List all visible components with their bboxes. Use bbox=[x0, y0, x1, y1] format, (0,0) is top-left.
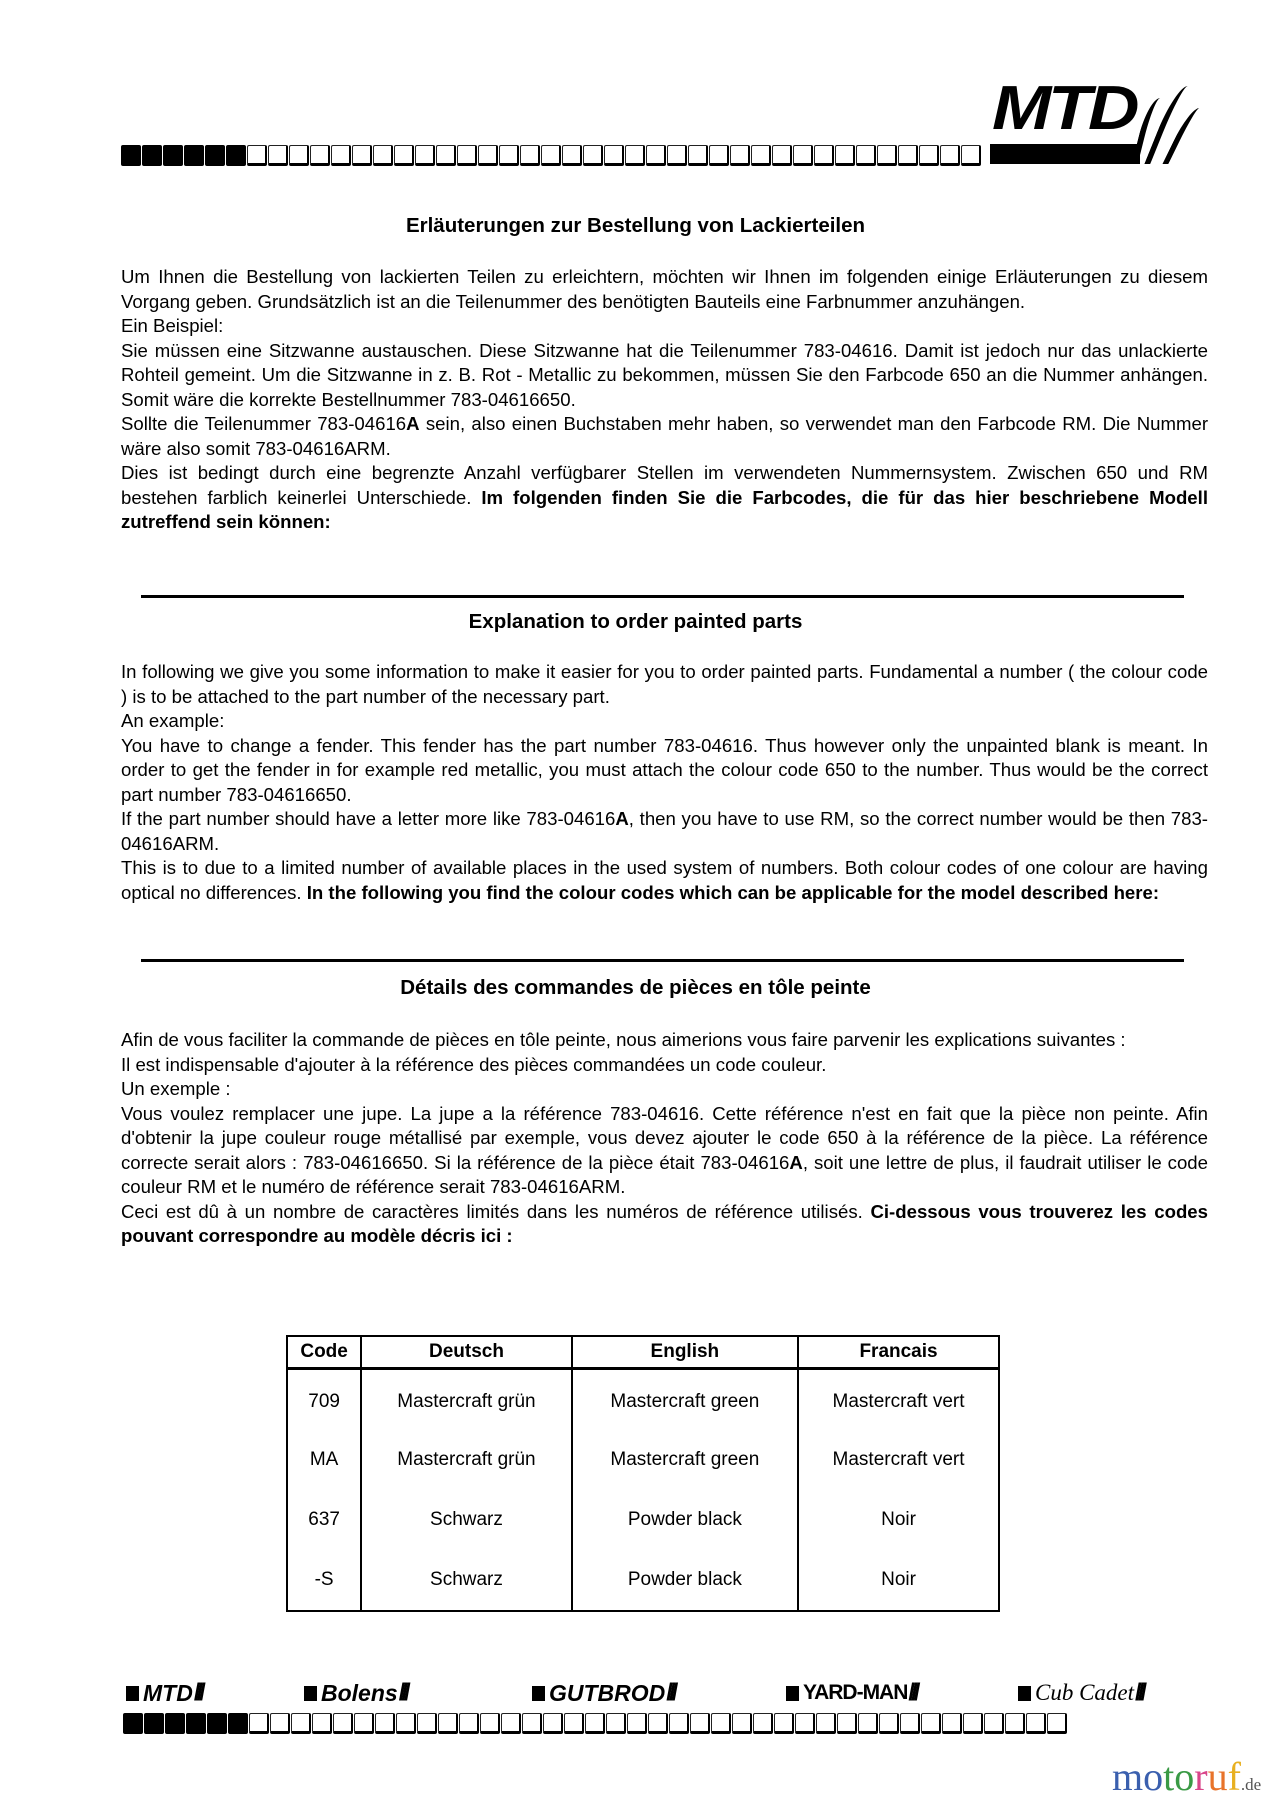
paragraph bbox=[121, 807, 1208, 856]
strip-block bbox=[772, 145, 792, 166]
strip-block bbox=[331, 145, 351, 166]
watermark-suffix: .de bbox=[1240, 1775, 1262, 1794]
cell-francais: Mastercraft vert bbox=[798, 1369, 999, 1431]
paragraph: Sie müssen eine Sitzwanne austauschen. Diese Sitzwanne hat die Teilenummer 783-04616. Damit ist jedoch nur das unlackierte Rohteil gemeint. Um die Sitzwanne in z. B. Rot - Metallic zu bekommen, müssen Sie den Farbcode 650 an die Nummer anhängen. Somit wäre die korrekte Bestellnummer 783-04616650. bbox=[121, 339, 1208, 410]
paragraph: In following we give you some information to make it easier for you to order painted parts. Fundamental a number ( the colour code ) is to be attached to the part number of the necessary part. bbox=[121, 661, 1208, 707]
table-row bbox=[287, 1430, 999, 1490]
grass-icon: /// bbox=[1135, 1679, 1144, 1706]
cell-code: -S bbox=[314, 1569, 334, 1590]
strip-block bbox=[228, 1713, 248, 1734]
paragraph-bold-text: Ci-dessous vous trouverez les codes pouvant correspondre au modèle décris ici : bbox=[121, 1200, 1208, 1246]
paragraph-text: sein, also einen Buchstaben mehr haben, so verwendet man den Farbcode RM. Die Nummer wäre also somit 783-04616ARM. bbox=[121, 413, 1209, 459]
grass-icon: /// bbox=[193, 1679, 202, 1706]
strip-block bbox=[144, 1713, 164, 1734]
watermark-letter: t bbox=[1163, 1754, 1175, 1799]
strip-block bbox=[501, 1713, 521, 1734]
strip-block bbox=[709, 145, 729, 166]
brand-logo-bolens bbox=[304, 1678, 407, 1708]
strip-block bbox=[1047, 1713, 1067, 1734]
strip-block bbox=[415, 145, 435, 166]
strip-block bbox=[585, 1713, 605, 1734]
strip-block bbox=[690, 1713, 710, 1734]
cell-english: Mastercraft green bbox=[572, 1430, 798, 1490]
bullet-square-icon bbox=[532, 1686, 545, 1701]
strip-block bbox=[354, 1713, 374, 1734]
table-row bbox=[287, 1369, 999, 1431]
strip-block bbox=[667, 145, 687, 166]
watermark-letter: m bbox=[1112, 1754, 1144, 1799]
section-divider bbox=[141, 595, 1184, 598]
paragraph: Um Ihnen die Bestellung von lackierten Teilen zu erleichtern, möchten wir Ihnen im folgenden einige Erläuterungen zu diesem Vorgang geben. Grundsätzlich ist an die Teilenummer des benötigten Bauteils eine Farbnummer anzuhängen. bbox=[121, 266, 1208, 312]
cell-deutsch: Schwarz bbox=[361, 1490, 571, 1550]
paragraph-bold-text: A bbox=[789, 1151, 803, 1173]
table-row bbox=[287, 1490, 999, 1550]
strip-block bbox=[625, 145, 645, 166]
watermark-letter: o bbox=[1174, 1754, 1195, 1799]
paragraph: Un exemple : bbox=[121, 1078, 231, 1099]
paragraph: You have to change a fender. This fender has the part number 783-04616. Thus however only the unpainted blank is meant. In order to get the fender in for example red metallic, you must attach the colour code 650 to the number. Thus would be the correct part number 783-04616650. bbox=[121, 734, 1208, 805]
section-divider bbox=[141, 959, 1184, 962]
cell-francais: Mastercraft vert bbox=[798, 1430, 999, 1490]
paragraph-bold-text: A bbox=[615, 808, 629, 829]
paragraph-text: If the part number should have a letter more like 783-04616 bbox=[121, 808, 616, 829]
strip-block bbox=[186, 1713, 206, 1734]
paragraph: An example: bbox=[121, 710, 225, 731]
paragraph bbox=[121, 856, 1208, 905]
strip-block bbox=[795, 1713, 815, 1734]
cell-deutsch: Mastercraft grün bbox=[361, 1369, 571, 1431]
strip-block bbox=[289, 145, 309, 166]
strip-block bbox=[856, 145, 876, 166]
strip-block bbox=[520, 145, 540, 166]
strip-block bbox=[310, 145, 330, 166]
strip-block bbox=[249, 1713, 269, 1734]
watermark-letter: u bbox=[1207, 1754, 1228, 1799]
strip-block bbox=[583, 145, 603, 166]
color-code-table bbox=[286, 1335, 1000, 1612]
strip-block bbox=[247, 145, 267, 166]
strip-block bbox=[121, 145, 141, 166]
strip-block bbox=[900, 1713, 920, 1734]
strip-block bbox=[142, 145, 162, 166]
strip-block bbox=[961, 145, 981, 166]
cell-deutsch: Mastercraft grün bbox=[361, 1430, 571, 1490]
strip-block bbox=[816, 1713, 836, 1734]
paragraph-text: This is to due to a limited number of available places in the used system of numbers. Both colour codes of one colour are having optical no differences. bbox=[121, 857, 1208, 903]
paragraph-text: , soit une lettre de plus, il faudrait utiliser le code couleur RM et le numéro de référence serait 783-04616ARM. bbox=[121, 1151, 1208, 1197]
brand-name: Bolens bbox=[321, 1679, 398, 1706]
strip-block bbox=[837, 1713, 857, 1734]
strip-block bbox=[648, 1713, 668, 1734]
strip-block bbox=[963, 1713, 983, 1734]
strip-block bbox=[835, 145, 855, 166]
bullet-square-icon bbox=[304, 1686, 317, 1701]
strip-block bbox=[478, 145, 498, 166]
paragraph-bold-text: A bbox=[406, 413, 420, 434]
strip-block bbox=[774, 1713, 794, 1734]
cell-code: MA bbox=[309, 1449, 339, 1470]
strip-block bbox=[940, 145, 960, 166]
motoruf-watermark bbox=[1112, 1754, 1262, 1805]
strip-block bbox=[396, 1713, 416, 1734]
brand-logo-cub-cadet bbox=[1018, 1678, 1143, 1708]
strip-block bbox=[499, 145, 519, 166]
mtd-logo-text: MTD bbox=[992, 74, 1137, 143]
cell-english: Powder black bbox=[572, 1550, 798, 1611]
section-body-fr bbox=[121, 1028, 1208, 1249]
strip-block bbox=[814, 145, 834, 166]
brand-logo-gutbrod bbox=[532, 1678, 674, 1708]
section-title-de: Erläuterungen zur Bestellung von Lackierteilen bbox=[405, 214, 866, 237]
paragraph-text: Dies ist bedingt durch eine begrenzte Anzahl verfügbarer Stellen im verwendeten Nummernsystem. Zwischen 650 und RM bestehen farblich keinerlei Unterschiede. bbox=[121, 462, 1208, 508]
footer-block-strip bbox=[123, 1713, 1067, 1734]
strip-block bbox=[163, 145, 183, 166]
brand-name: Cub Cadet bbox=[1035, 1680, 1135, 1705]
strip-block bbox=[732, 1713, 752, 1734]
paragraph: Il est indispensable d'ajouter à la référence des pièces commandées un code couleur. bbox=[121, 1053, 827, 1075]
section-body-de bbox=[121, 265, 1208, 535]
section-title-en: Explanation to order painted parts bbox=[468, 610, 803, 633]
header-block-strip bbox=[121, 145, 981, 166]
strip-block bbox=[270, 1713, 290, 1734]
strip-block bbox=[1005, 1713, 1025, 1734]
strip-block bbox=[669, 1713, 689, 1734]
strip-block bbox=[165, 1713, 185, 1734]
strip-block bbox=[184, 145, 204, 166]
strip-block bbox=[312, 1713, 332, 1734]
brand-name: GUTBROD bbox=[549, 1679, 666, 1706]
strip-block bbox=[375, 1713, 395, 1734]
bullet-square-icon bbox=[786, 1686, 799, 1701]
watermark-letter: o bbox=[1143, 1754, 1164, 1799]
column-header-francais: Francais bbox=[798, 1336, 999, 1369]
cell-francais: Noir bbox=[798, 1550, 999, 1611]
paragraph-text: Sollte die Teilenummer 783-04616 bbox=[121, 413, 407, 434]
paragraph bbox=[121, 1200, 1208, 1249]
strip-block bbox=[438, 1713, 458, 1734]
strip-block bbox=[921, 1713, 941, 1734]
strip-block bbox=[268, 145, 288, 166]
section-body-en bbox=[121, 660, 1208, 905]
strip-block bbox=[627, 1713, 647, 1734]
strip-block bbox=[207, 1713, 227, 1734]
strip-block bbox=[984, 1713, 1004, 1734]
strip-block bbox=[226, 145, 246, 166]
strip-block bbox=[436, 145, 456, 166]
strip-block bbox=[205, 145, 225, 166]
mtd-logo bbox=[990, 74, 1200, 170]
strip-block bbox=[543, 1713, 563, 1734]
grass-icon: /// bbox=[908, 1679, 917, 1706]
strip-block bbox=[541, 145, 561, 166]
strip-block bbox=[898, 145, 918, 166]
paragraph-bold-text: Im folgenden finden Sie die Farbcodes, die für das hier beschriebene Modell zutreffend sein können: bbox=[121, 486, 1208, 532]
column-header-english: English bbox=[572, 1336, 798, 1369]
strip-block bbox=[646, 145, 666, 166]
strip-block bbox=[606, 1713, 626, 1734]
strip-block bbox=[457, 145, 477, 166]
strip-block bbox=[688, 145, 708, 166]
grass-icon: /// bbox=[398, 1679, 407, 1706]
paragraph-text: Ceci est dû à un nombre de caractères limités dans les numéros de référence utilisés. bbox=[121, 1200, 871, 1222]
strip-block bbox=[564, 1713, 584, 1734]
section-title-fr: Détails des commandes de pièces en tôle peinte bbox=[400, 976, 871, 999]
brand-name: YARD-MAN bbox=[803, 1681, 908, 1704]
strip-block bbox=[751, 145, 771, 166]
paragraph: Ein Beispiel: bbox=[121, 315, 224, 336]
strip-block bbox=[459, 1713, 479, 1734]
strip-block bbox=[1026, 1713, 1046, 1734]
strip-block bbox=[352, 145, 372, 166]
cell-deutsch: Schwarz bbox=[361, 1550, 571, 1611]
bullet-square-icon bbox=[126, 1686, 139, 1701]
strip-block bbox=[753, 1713, 773, 1734]
paragraph: Afin de vous faciliter la commande de pièces en tôle peinte, nous aimerions vous faire parvenir les explications suivantes : bbox=[121, 1029, 1126, 1050]
paragraph bbox=[121, 461, 1208, 535]
strip-block bbox=[604, 145, 624, 166]
strip-block bbox=[793, 145, 813, 166]
paragraph-bold-text: In the following you find the colour codes which can be applicable for the model described here: bbox=[306, 881, 1160, 903]
table-row bbox=[287, 1550, 999, 1611]
watermark-letter: f bbox=[1227, 1754, 1241, 1799]
strip-block bbox=[480, 1713, 500, 1734]
brand-name: MTD bbox=[143, 1679, 193, 1706]
cell-code: 709 bbox=[308, 1391, 340, 1412]
strip-block bbox=[879, 1713, 899, 1734]
strip-block bbox=[417, 1713, 437, 1734]
strip-block bbox=[562, 145, 582, 166]
paragraph-text: , then you have to use RM, so the correct number would be then 783-04616ARM. bbox=[121, 808, 1208, 854]
strip-block bbox=[333, 1713, 353, 1734]
brand-logo-mtd bbox=[126, 1678, 202, 1708]
cell-francais: Noir bbox=[798, 1490, 999, 1550]
strip-block bbox=[711, 1713, 731, 1734]
strip-block bbox=[123, 1713, 143, 1734]
strip-block bbox=[522, 1713, 542, 1734]
watermark-letter: r bbox=[1194, 1754, 1208, 1799]
strip-block bbox=[730, 145, 750, 166]
table-header-row bbox=[287, 1336, 999, 1369]
brand-logo-yard-man bbox=[786, 1678, 916, 1708]
strip-block bbox=[373, 145, 393, 166]
strip-block bbox=[858, 1713, 878, 1734]
bullet-square-icon bbox=[1018, 1686, 1031, 1701]
strip-block bbox=[942, 1713, 962, 1734]
paragraph-text: Vous voulez remplacer une jupe. La jupe a la référence 783-04616. Cette référence n'est en fait que la pièce non peinte. Afin d'obtenir la jupe couleur rouge métallisé par exemple, vous devez ajouter le code 650 à la référence de la pièce. La référence correcte serait alors : 783-04616650. Si la référence de la pièce était 783-04616 bbox=[121, 1102, 1208, 1173]
paragraph bbox=[121, 412, 1208, 461]
cell-english: Powder black bbox=[572, 1490, 798, 1550]
grass-icon: /// bbox=[666, 1679, 675, 1706]
column-header-deutsch: Deutsch bbox=[361, 1336, 571, 1369]
strip-block bbox=[919, 145, 939, 166]
strip-block bbox=[291, 1713, 311, 1734]
paragraph bbox=[121, 1102, 1208, 1200]
cell-code: 637 bbox=[308, 1509, 340, 1530]
column-header-code: Code bbox=[287, 1336, 361, 1369]
strip-block bbox=[394, 145, 414, 166]
strip-block bbox=[877, 145, 897, 166]
mtd-logo-tagline-bar bbox=[990, 144, 1140, 164]
cell-english: Mastercraft green bbox=[572, 1369, 798, 1431]
